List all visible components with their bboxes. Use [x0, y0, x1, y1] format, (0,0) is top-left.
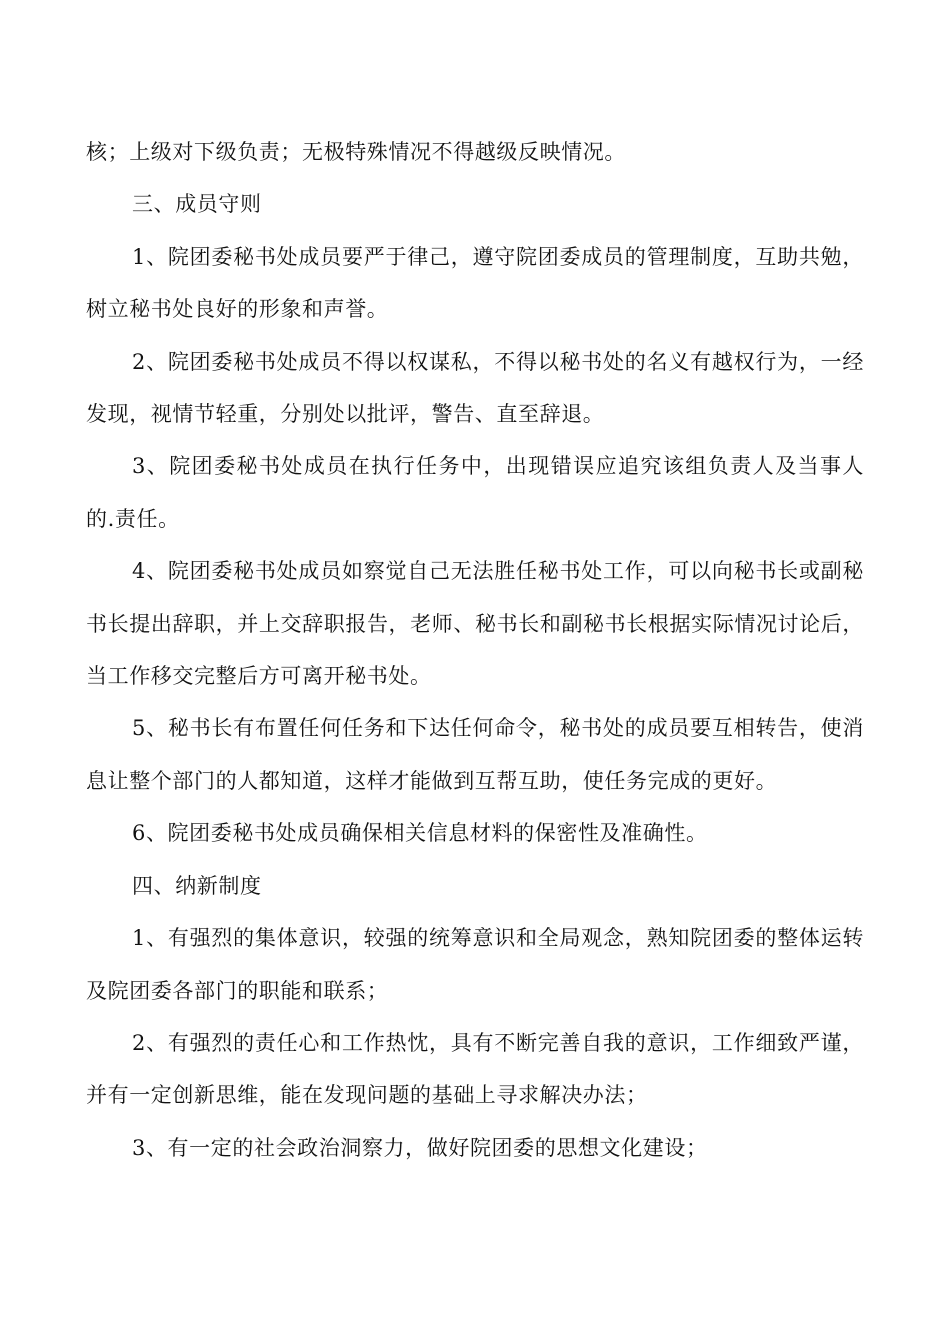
section-heading-recruitment: 四、纳新制度: [132, 873, 262, 898]
rule-item-5: 5、秘书长有布置任何任务和下达任何命令，秘书处的成员要互相转告，使消息让整个部门的人都知道，这样才能做到互帮互助，使任务完成的更好。: [86, 716, 864, 793]
rule-item-6: 6、院团委秘书处成员确保相关信息材料的保密性及准确性。: [132, 821, 708, 846]
document-body: [86, 126, 864, 1174]
recruitment-item-2: 2、有强烈的责任心和工作热忱，具有不断完善自我的意识，工作细致严谨，并有一定创新思维，能在发现问题的基础上寻求解决办法；: [86, 1030, 864, 1108]
paragraph-continuation: 核；上级对下级负责；无极特殊情况不得越级反映情况。: [86, 140, 626, 164]
recruitment-item-3: 3、有一定的社会政治洞察力，做好院团委的思想文化建设；: [132, 1135, 708, 1160]
rule-item-2: 2、院团委秘书处成员不得以权谋私，不得以秘书处的名义有越权行为，一经发现，视情节轻重，分别处以批评，警告、直至辞退。: [86, 349, 864, 427]
rule-item-3: 3、院团委秘书处成员在执行任务中，出现错误应追究该组负责人及当事人的.责任。: [86, 454, 864, 531]
rule-item-1: 1、院团委秘书处成员要严于律己，遵守院团委成员的管理制度，互助共勉，树立秘书处良好的形象和声誉。: [86, 244, 864, 322]
section-heading-member-rules: 三、成员守则: [132, 192, 262, 217]
recruitment-item-1: 1、有强烈的集体意识，较强的统筹意识和全局观念，熟知院团委的整体运转及院团委各部门的职能和联系；: [86, 926, 864, 1003]
rule-item-4: 4、院团委秘书处成员如察觉自己无法胜任秘书处工作，可以向秘书长或副秘书长提出辞职，并上交辞职报告，老师、秘书长和副秘书长根据实际情况讨论后，当工作移交完整后方可离开秘书处。: [86, 559, 864, 689]
